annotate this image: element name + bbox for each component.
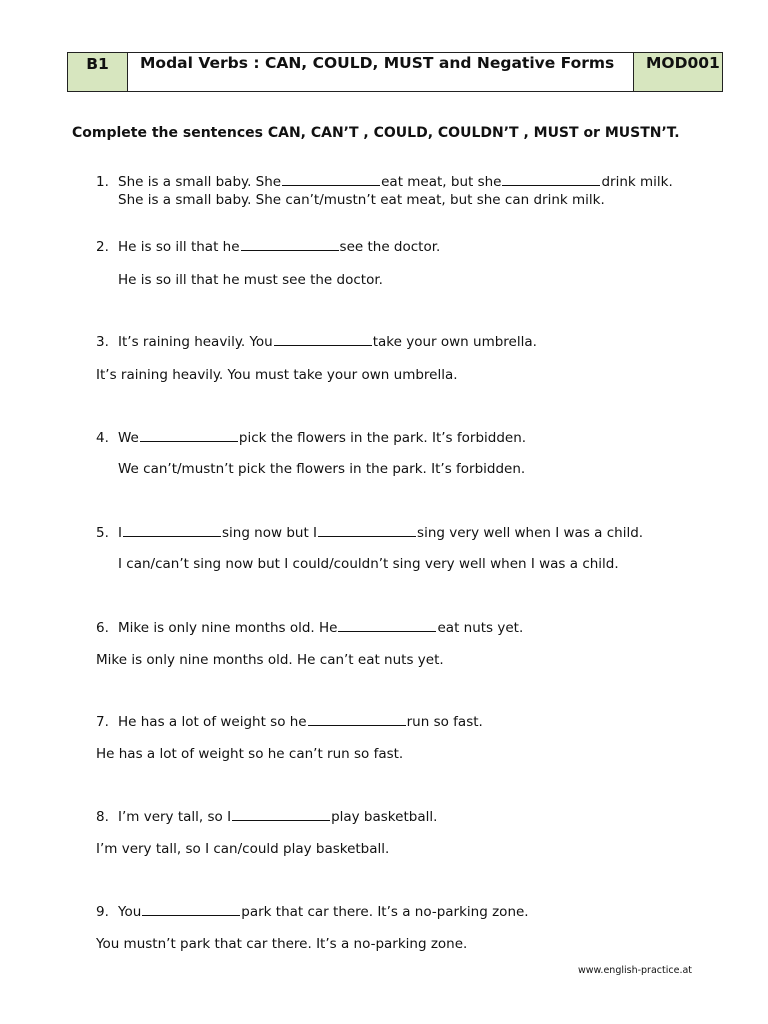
question-text: park that car there. It’s a no-parking zone. [241, 904, 529, 920]
answer-blank[interactable] [502, 173, 600, 186]
item-number: 1. [96, 174, 109, 190]
question-5 [118, 524, 643, 542]
question-text: eat nuts yet. [437, 620, 524, 636]
item-number: 3. [96, 334, 109, 350]
item-number: 8. [96, 809, 109, 825]
item-number: 7. [96, 714, 109, 730]
question-text: take your own umbrella. [372, 334, 537, 350]
item-number: 6. [96, 620, 109, 636]
question-text: It’s raining heavily. You [118, 334, 273, 350]
answer-5: I can/can’t sing now but I could/couldn’t sing very well when I was a child. [118, 556, 619, 572]
level-cell: B1 [68, 53, 128, 91]
answer-blank[interactable] [140, 429, 238, 442]
answer-3: It’s raining heavily. You must take your own umbrella. [96, 367, 458, 383]
worksheet-title: Modal Verbs : CAN, COULD, MUST and Negative Forms [128, 53, 634, 91]
question-text: She is a small baby. She [118, 174, 282, 190]
answer-1: She is a small baby. She can’t/mustn’t eat meat, but she can drink milk. [118, 192, 605, 208]
answer-blank[interactable] [241, 238, 339, 251]
question-text: sing very well when I was a child. [417, 525, 644, 541]
item-number: 4. [96, 430, 109, 446]
answer-blank[interactable] [142, 903, 240, 916]
question-text: You [118, 904, 142, 920]
answer-blank[interactable] [123, 524, 221, 537]
answer-blank[interactable] [338, 619, 436, 632]
question-6 [118, 619, 523, 637]
question-text: I’m very tall, so I [118, 809, 232, 825]
question-text: see the doctor. [339, 239, 441, 255]
question-2 [118, 238, 440, 256]
answer-7: He has a lot of weight so he can’t run so fast. [96, 746, 404, 762]
question-text: He has a lot of weight so he [118, 714, 307, 730]
answer-blank[interactable] [318, 524, 416, 537]
question-1 [118, 173, 673, 191]
footer-url[interactable]: www.english-practice.at [578, 965, 693, 976]
question-text: I [118, 525, 122, 541]
question-3 [118, 333, 537, 351]
question-text: pick the flowers in the park. It’s forbidden. [238, 430, 527, 446]
question-text: He is so ill that he [118, 239, 240, 255]
answer-6: Mike is only nine months old. He can’t eat nuts yet. [96, 652, 444, 668]
header-table [67, 52, 723, 92]
item-number: 9. [96, 904, 109, 920]
question-text: sing now but I [221, 525, 318, 541]
item-number: 2. [96, 239, 109, 255]
question-7 [118, 713, 483, 731]
answer-blank[interactable] [282, 173, 380, 186]
answer-4: We can’t/mustn’t pick the flowers in the park. It’s forbidden. [118, 461, 526, 477]
question-text: Mike is only nine months old. He [118, 620, 338, 636]
answer-8: I’m very tall, so I can/could play basketball. [96, 841, 390, 857]
answer-2: He is so ill that he must see the doctor. [118, 272, 383, 288]
question-4 [118, 429, 526, 447]
question-text: drink milk. [601, 174, 673, 190]
worksheet-code: MOD001 [634, 53, 722, 91]
instructions: Complete the sentences CAN, CAN’T , COULD, COULDN’T , MUST or MUSTN’T. [72, 125, 680, 141]
answer-blank[interactable] [308, 713, 406, 726]
question-text: run so fast. [406, 714, 483, 730]
answer-9: You mustn’t park that car there. It’s a no-parking zone. [96, 936, 468, 952]
answer-blank[interactable] [274, 333, 372, 346]
question-8 [118, 808, 437, 826]
item-number: 5. [96, 525, 109, 541]
answer-blank[interactable] [232, 808, 330, 821]
question-9 [118, 903, 529, 921]
question-text: eat meat, but she [381, 174, 502, 190]
question-text: We [118, 430, 139, 446]
question-text: play basketball. [331, 809, 438, 825]
